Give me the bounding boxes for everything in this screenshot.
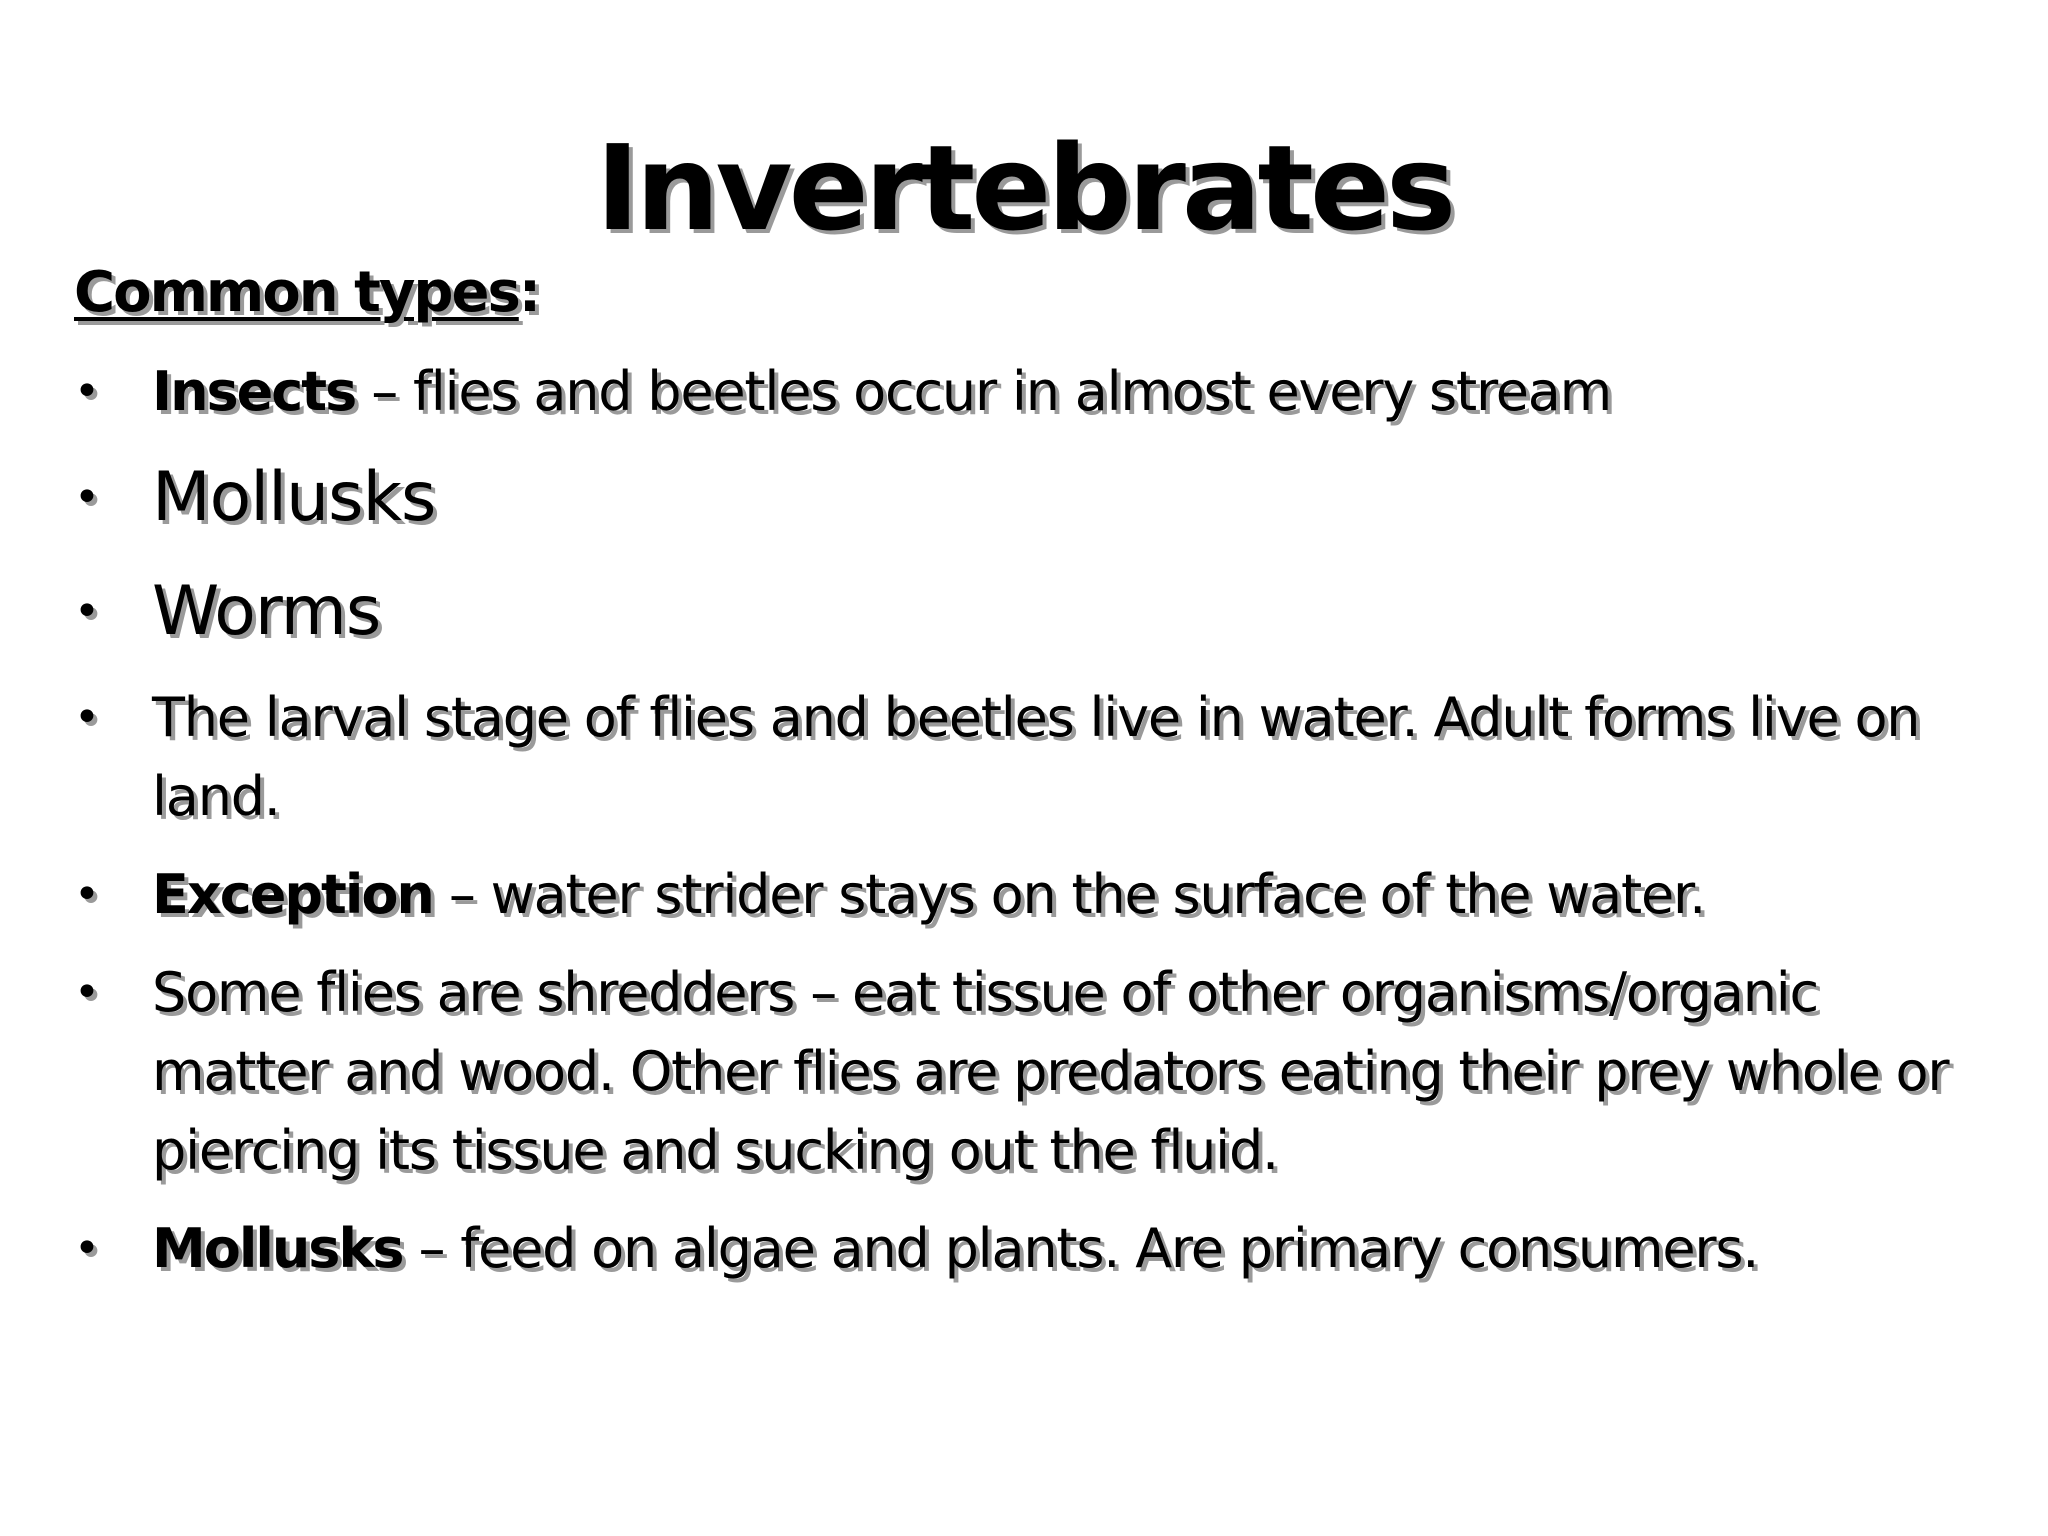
slide-subtitle [74, 258, 539, 328]
bullet-marker: • [74, 869, 99, 920]
subtitle-colon: : [518, 260, 540, 325]
bullet-text: The larval stage of flies and beetles live in water. Adult forms live on land. [152, 686, 1920, 828]
bullet-bold-term: Mollusks [152, 1217, 403, 1280]
subtitle-label: Common types [74, 260, 519, 325]
bullet-text: Some flies are shredders – eat tissue of other organisms/organic matter and wood. Other flies are predators eating their prey whole or piercing its tissue and sucking out the fluid. [152, 961, 1949, 1182]
bullet-marker: • [74, 586, 99, 637]
bullet-item-mollusks-feed [74, 1209, 2004, 1288]
bullet-item-insects [74, 352, 2004, 431]
bullet-marker: • [74, 967, 99, 1018]
bullet-list [74, 352, 2004, 1307]
bullet-item-larval-stage [74, 678, 2004, 836]
bullet-text: – flies and beetles occur in almost every stream [355, 360, 1612, 423]
bullet-item-shredders [74, 953, 2004, 1190]
bullet-item-exception [74, 855, 2004, 934]
bullet-bold-term: Insects [152, 360, 356, 423]
slide-title: Invertebrates [595, 119, 1453, 257]
bullet-text: – feed on algae and plants. Are primary consumers. [402, 1217, 1759, 1280]
bullet-item-mollusks [74, 450, 2004, 546]
bullet-text: – water strider stays on the surface of the water. [432, 863, 1706, 926]
bullet-bold-term: Exception [152, 863, 433, 926]
bullet-marker: • [74, 1223, 99, 1274]
bullet-marker: • [74, 366, 99, 417]
bullet-marker: • [74, 692, 99, 743]
bullet-text: Worms [152, 572, 381, 651]
bullet-marker: • [74, 472, 99, 523]
bullet-text: Mollusks [152, 458, 436, 537]
bullet-item-worms [74, 564, 2004, 660]
